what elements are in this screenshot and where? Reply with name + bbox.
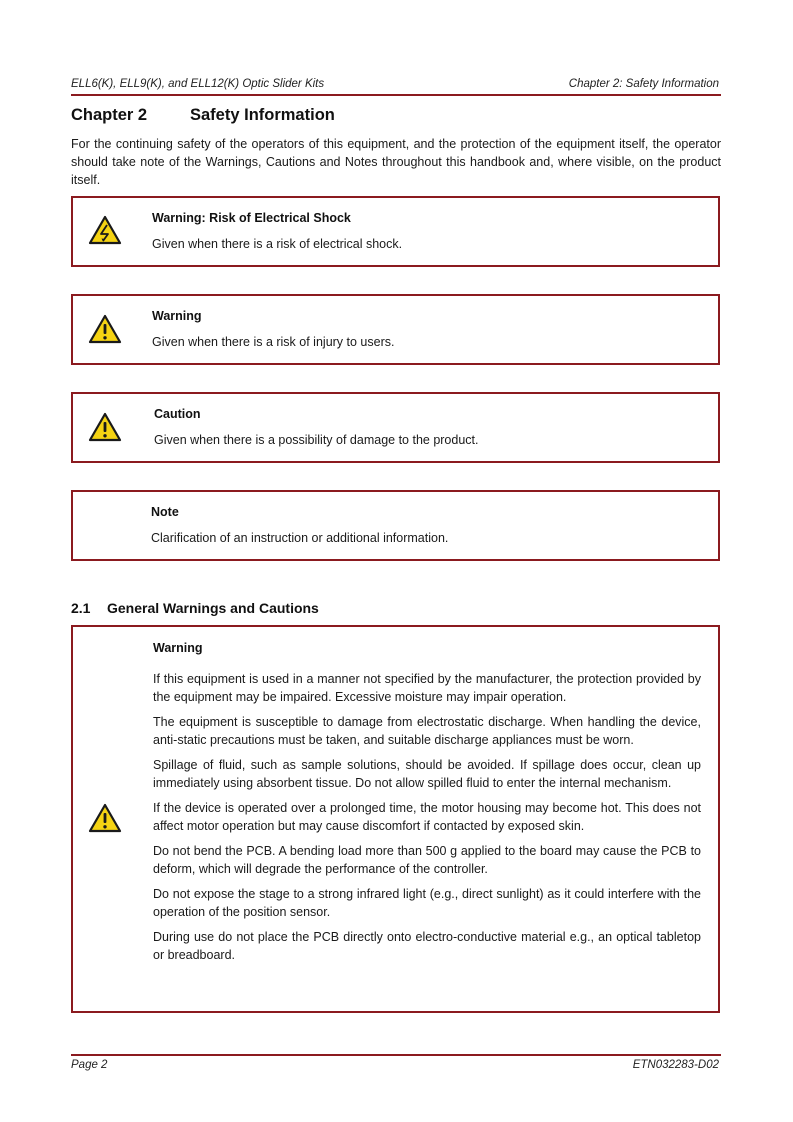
header-rule (71, 94, 721, 96)
warning-paragraph: If this equipment is used in a manner not specified by the manufacturer, the protection provided by the equipment may be impaired. Excessive moisture may impair operation. (153, 672, 701, 704)
warning-box (71, 294, 720, 365)
footer-rule (71, 1054, 721, 1056)
warning-triangle-icon (88, 803, 122, 833)
running-header-right: Chapter 2: Safety Information (568, 78, 719, 90)
intro-paragraph: For the continuing safety of the operators of this equipment, and the protection of the equipment itself, the operator should take note of the Warnings, Cautions and Notes throughout this handbook and, where visible, on the product itself. (71, 137, 721, 187)
chapter-number: Chapter 2 (71, 106, 148, 124)
box-description: Given when there is a risk of electrical shock. (152, 237, 403, 251)
warning-paragraph: Do not bend the PCB. A bending load more than 500 g applied to the board may cause the PCB to deform, which will degrade the performance of the controller. (153, 844, 701, 876)
box-description: Given when there is a risk of injury to users. (152, 335, 395, 349)
warning-paragraphs (153, 671, 701, 972)
footer-document-id: ETN032283-D02 (632, 1059, 719, 1071)
box-description: Given when there is a possibility of damage to the product. (154, 433, 479, 447)
box-title: Warning: Risk of Electrical Shock (152, 211, 351, 225)
electrical-shock-warning-icon (88, 215, 122, 245)
caution-box (71, 392, 720, 463)
section-title: General Warnings and Cautions (107, 600, 319, 616)
warning-triangle-icon (88, 314, 122, 344)
box-title: Warning (152, 309, 202, 323)
warning-paragraph: Spillage of fluid, such as sample solutions, should be avoided. If spillage does occur, clean up immediately using absorbent tissue. Do not allow spilled fluid to enter the internal mechanism. (153, 758, 701, 790)
general-warnings-box (71, 625, 720, 1013)
page-title: Safety Information (190, 106, 335, 124)
box-title: Warning (153, 641, 203, 655)
footer-page-number: Page 2 (71, 1059, 108, 1071)
warning-paragraph: If the device is operated over a prolonged time, the motor housing may become hot. This does not affect motor operation but may cause discomfort if contacted by exposed skin. (153, 801, 701, 833)
box-title: Note (151, 505, 179, 519)
caution-triangle-icon (88, 412, 122, 442)
electrical-shock-warning-box (71, 196, 720, 267)
warning-paragraph: The equipment is susceptible to damage from electrostatic discharge. When handling the device, anti-static precautions must be taken, and suitable discharge appliances must be worn. (153, 715, 701, 747)
section-number: 2.1 (71, 600, 91, 616)
box-title: Caution (154, 407, 201, 421)
running-header-left: ELL6(K), ELL9(K), and ELL12(K) Optic Slider Kits (71, 78, 325, 90)
warning-paragraph: During use do not place the PCB directly onto electro-conductive material e.g., an optical tabletop or breadboard. (153, 930, 701, 962)
note-box (71, 490, 720, 561)
warning-paragraph: Do not expose the stage to a strong infrared light (e.g., direct sunlight) as it could interfere with the operation of the position sensor. (153, 887, 701, 919)
box-description: Clarification of an instruction or additional information. (151, 531, 449, 545)
